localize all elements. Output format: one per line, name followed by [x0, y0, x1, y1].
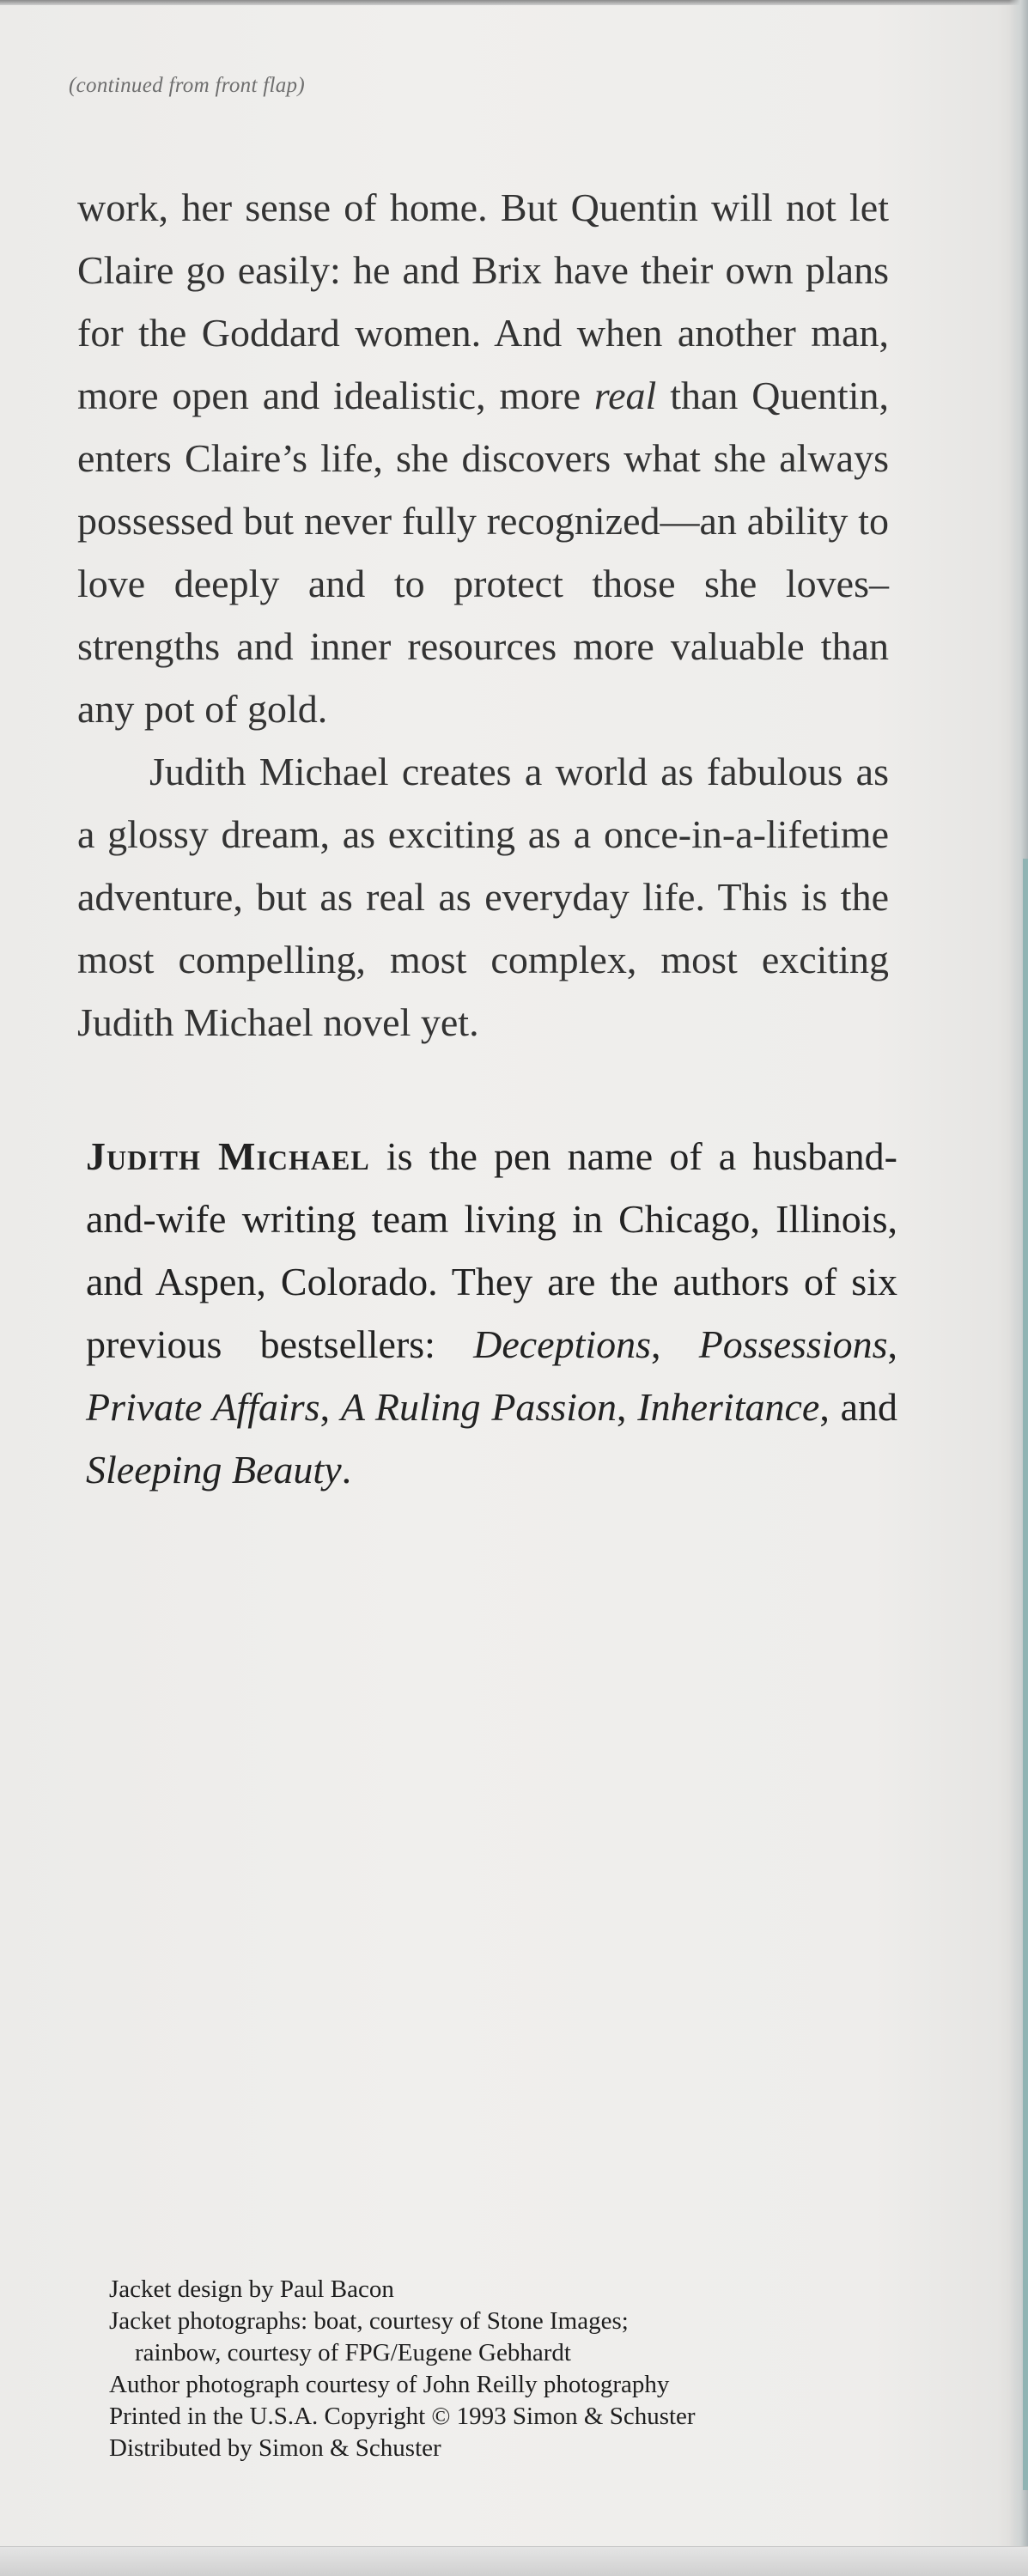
credit-line-design: Jacket design by Paul Bacon — [109, 2275, 394, 2303]
period: . — [341, 1448, 352, 1492]
continued-note: (continued from front flap) — [69, 74, 305, 97]
credit-line-author-photo: Author photograph courtesy of John Reilly photography — [109, 2371, 670, 2398]
credit-line-photographs-cont: rainbow, courtesy of FPG/Eugene Gebhardt — [135, 2339, 571, 2366]
jacket-credits — [109, 2274, 882, 2464]
paragraph-1-text-a: work, her sense of home. But Quentin will not let Claire go easily: he and Brix have their own plans for the Goddard women. And when another man, more open and idealistic, more — [77, 185, 889, 417]
separator: , — [651, 1322, 699, 1366]
paragraph-2: Judith Michael creates a world as fabulous as a glossy dream, as exciting as a once-in-a-lifetime adventure, but as real as everyday life. This is the most compelling, most complex, most exciting Judith Michael novel yet. — [77, 750, 889, 1044]
top-page-edge — [0, 0, 1028, 5]
author-name: Judith Michael — [86, 1134, 370, 1178]
paragraph-1 — [77, 176, 889, 740]
separator: , — [887, 1322, 898, 1366]
flap-body-copy — [77, 176, 889, 1054]
book-title-3: Private Affairs — [86, 1385, 320, 1429]
book-title-5: Inheritance — [637, 1385, 820, 1429]
separator: , — [617, 1385, 638, 1429]
book-title-6: Sleeping Beauty — [86, 1448, 342, 1492]
credit-line-distribution: Distributed by Simon & Schuster — [109, 2434, 441, 2462]
author-bio-text: is the pen name of a husband-and-wife writing team living in Chicago, Illinois, and Aspen, Colorado. They are the authors of six previous bestsellers: — [86, 1134, 897, 1366]
book-title-2: Possessions — [698, 1322, 888, 1366]
paragraph-1-italic: real — [593, 374, 657, 417]
paragraph-1-text-b: than Quentin, enters Claire’s life, she discovers what she always possessed but never fully recognized—an ability to love deeply and to protect those she loves–strengths and inner resources more valuable than any pot of gold. — [77, 374, 889, 731]
author-bio-paragraph — [86, 1125, 897, 1501]
author-bio — [86, 1125, 897, 1501]
separator: , — [319, 1385, 341, 1429]
right-cover-strip — [1023, 859, 1028, 2490]
book-title-1: Deceptions — [473, 1322, 652, 1366]
credit-line-photographs: Jacket photographs: boat, courtesy of Stone Images; — [109, 2307, 629, 2335]
bottom-page-edge — [0, 2546, 1028, 2576]
book-title-4: A Ruling Passion — [340, 1385, 617, 1429]
separator: , and — [819, 1385, 898, 1429]
credit-line-copyright: Printed in the U.S.A. Copyright © 1993 Simon & Schuster — [109, 2403, 696, 2430]
